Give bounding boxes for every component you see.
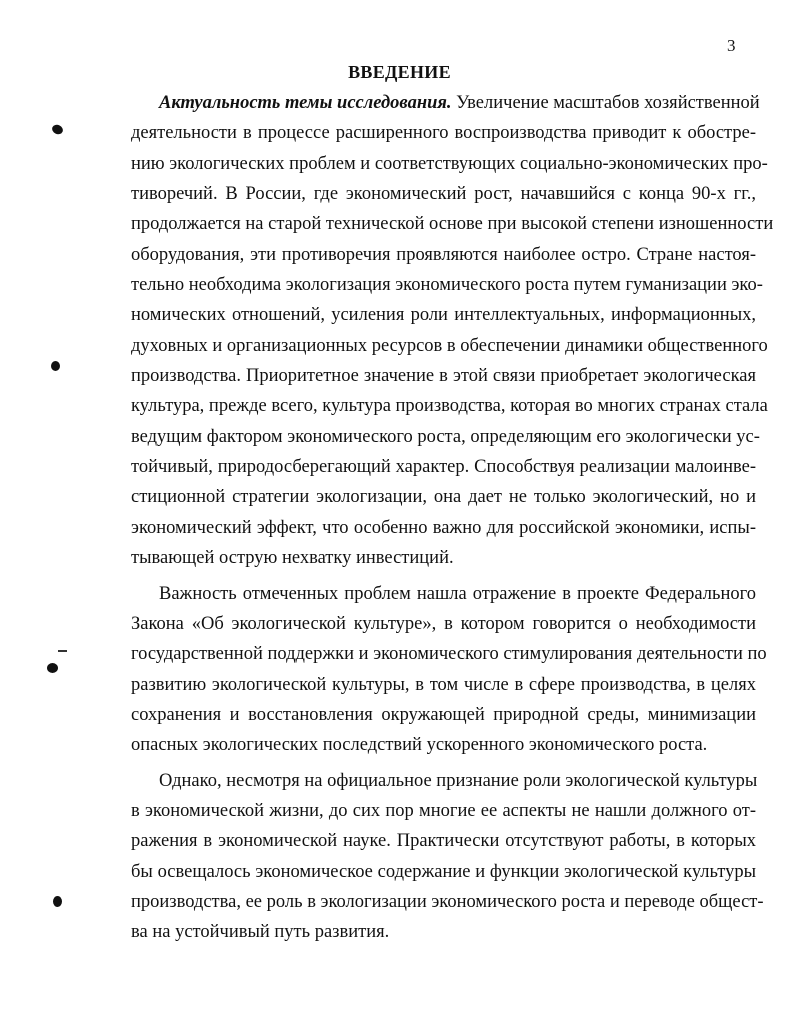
text-line: бы освещалось экономическое содержание и функции экологической культуры [131, 861, 756, 882]
text-line: опасных экологических последствий ускоренного экономического роста. [131, 735, 708, 756]
text-line: ва на устойчивый путь развития. [131, 922, 390, 943]
text-line: Закона «Об экологической культуре», в котором говорится о необходимости [131, 613, 756, 634]
text-line: тельно необходима экологизация экономического роста путем гуманизации эко- [131, 275, 763, 296]
body-text [131, 88, 774, 948]
page-number: 3 [727, 36, 736, 55]
text-line: ведущим фактором экономического роста, определяющим его экологически ус- [131, 426, 760, 447]
text-line: духовных и организационных ресурсов в обеспечении динамики общественного [131, 335, 768, 356]
text-line: тывающей острую нехватку инвестиций. [131, 548, 454, 569]
text-line: Увеличение масштабов хозяйственной [451, 93, 760, 113]
text-line: развитию экологической культуры, в том числе в сфере производства, в целях [131, 674, 756, 695]
text-line: сохранения и восстановления окружающей природной среды, минимизации [131, 704, 756, 725]
scan-spot [47, 663, 58, 673]
scan-spot [53, 896, 62, 907]
text-line: Однако, несмотря на официальное признание роли экологической культуры [159, 770, 758, 791]
text-line: тиворечий. В России, где экономический рост, начавшийся с конца 90-х гг., [131, 184, 756, 205]
scan-spot [51, 123, 65, 136]
text-line: ражения в экономической науке. Практически отсутствуют работы, в которых [131, 831, 756, 852]
text-line: оборудования, эти противоречия проявляются наиболее остро. Стране настоя- [131, 244, 756, 265]
text-line: номических отношений, усиления роли интеллектуальных, информационных, [131, 305, 756, 326]
text-line: Важность отмеченных проблем нашла отражение в проекте Федерального [159, 583, 756, 604]
section-heading: ВВЕДЕНИЕ [348, 62, 451, 82]
text-line: нию экологических проблем и соответствующих социально-экономических про- [131, 153, 768, 174]
paragraph-1-line-1 [131, 88, 760, 118]
text-line: деятельности в процессе расширенного воспроизводства приводит к обостре- [131, 123, 756, 144]
text-line: стиционной стратегии экологизации, она дает не только экологический, но и [131, 487, 756, 508]
text-line: в экономической жизни, до сих пор многие ее аспекты не нашли должного от- [131, 800, 756, 821]
text-line: производства. Приоритетное значение в этой связи приобретает экологическая [131, 366, 756, 387]
text-line: производства, ее роль в экологизации экономического роста и переводе общест- [131, 891, 764, 912]
topic-relevance-lead: Актуальность темы исследования. [159, 93, 452, 113]
text-line: экономический эффект, что особенно важно для российской экономики, испы- [131, 517, 756, 538]
scan-spot [51, 361, 60, 371]
text-line: тойчивый, природосберегающий характер. Способствуя реализации малоинве- [131, 457, 756, 478]
text-line: государственной поддержки и экономического стимулирования деятельности по [131, 644, 767, 665]
text-line: культура, прежде всего, культура производства, которая во многих странах стала [131, 396, 768, 417]
text-line: продолжается на старой технической основе при высокой степени изношенности [131, 214, 774, 235]
scan-mark [58, 650, 67, 652]
